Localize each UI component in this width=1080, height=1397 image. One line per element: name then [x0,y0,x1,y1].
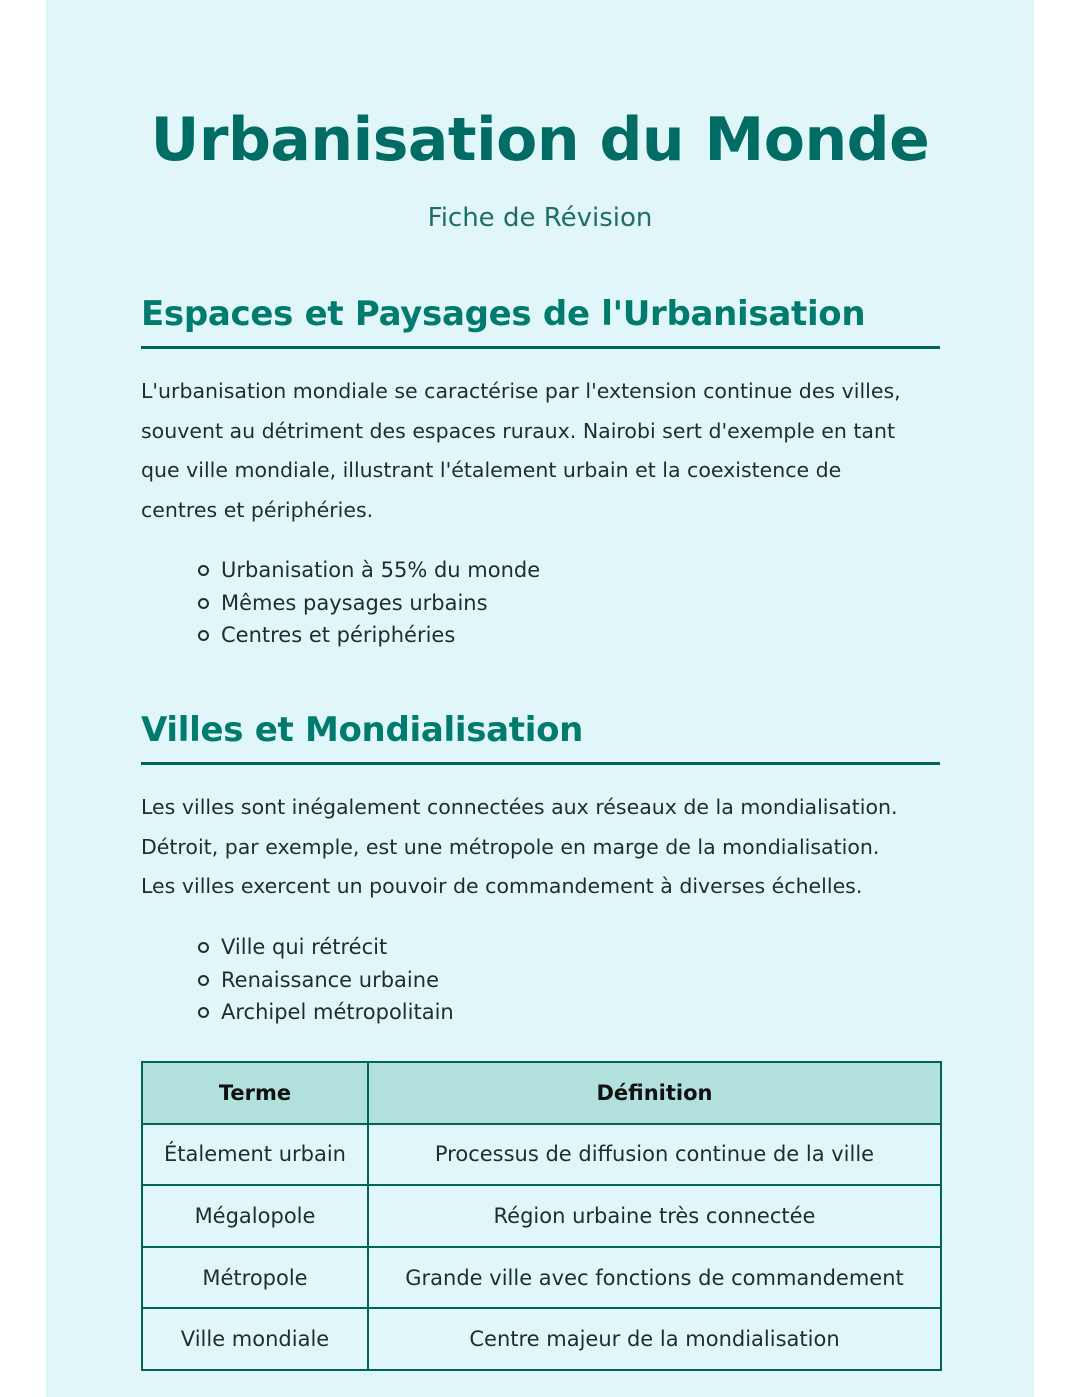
paragraph-line: L'urbanisation mondiale se caractérise par l'extension continue des villes, [141,379,901,403]
table-row [142,1247,941,1309]
paragraph-line: Les villes sont inégalement connectées aux réseaux de la mondialisation. [141,795,898,819]
definition-cell: Grande ville avec fonctions de commandement [368,1247,941,1309]
term-cell: Ville mondiale [142,1308,368,1370]
list-item-text: Archipel métropolitain [221,1000,454,1024]
page-title: Urbanisation du Monde [150,105,930,175]
bullet-list [196,554,540,652]
list-item-text: Urbanisation à 55% du monde [221,558,541,582]
list-item-text: Renaissance urbaine [221,967,439,992]
bullet-list [196,931,454,1029]
paragraph-line: que ville mondiale, illustrant l'étalement urbain et la coexistence de [141,458,842,482]
section-heading-espaces: Espaces et Paysages de l'Urbanisation [141,294,866,334]
revision-sheet-page [46,0,1034,1397]
list-item [196,931,454,964]
definition-cell: Centre majeur de la mondialisation [368,1308,941,1370]
list-item-text: Mêmes paysages urbains [221,590,488,615]
section-heading-villes: Villes et Mondialisation [141,710,584,750]
page-subtitle: Fiche de Révision [427,203,653,233]
paragraph-line: Les villes exercent un pouvoir de commandement à diverses échelles. [141,874,863,898]
circle-bullet-icon [198,565,209,576]
table-header-row [142,1062,941,1124]
list-item [196,619,540,652]
paragraph-line: centres et périphéries. [141,497,374,522]
term-cell: Mégalopole [142,1185,368,1247]
definition-cell: Processus de diffusion continue de la ville [368,1124,941,1186]
definition-cell: Région urbaine très connectée [368,1185,941,1247]
circle-bullet-icon [198,598,209,609]
list-item [196,587,540,620]
column-header-definition: Définition [368,1062,941,1124]
list-item-text: Ville qui rétrécit [221,935,388,959]
circle-bullet-icon [198,630,209,641]
list-item [196,554,540,587]
list-item [196,996,454,1029]
term-cell: Étalement urbain [142,1124,368,1186]
term-cell: Métropole [142,1247,368,1309]
column-header-terme: Terme [142,1062,368,1124]
section-paragraph [141,788,951,907]
table-row [142,1308,941,1370]
table-row [142,1124,941,1186]
circle-bullet-icon [198,942,209,953]
section-divider [141,762,940,765]
terms-table [141,1061,942,1371]
circle-bullet-icon [198,1007,209,1018]
list-item-text: Centres et périphéries [221,623,456,647]
list-item [196,964,454,997]
paragraph-line: Détroit, par exemple, est une métropole en marge de la mondialisation. [141,834,880,859]
circle-bullet-icon [198,975,209,986]
section-divider [141,346,940,349]
paragraph-line: souvent au détriment des espaces ruraux. Nairobi sert d'exemple en tant [141,418,896,443]
table-row [142,1185,941,1247]
section-paragraph [141,372,951,530]
